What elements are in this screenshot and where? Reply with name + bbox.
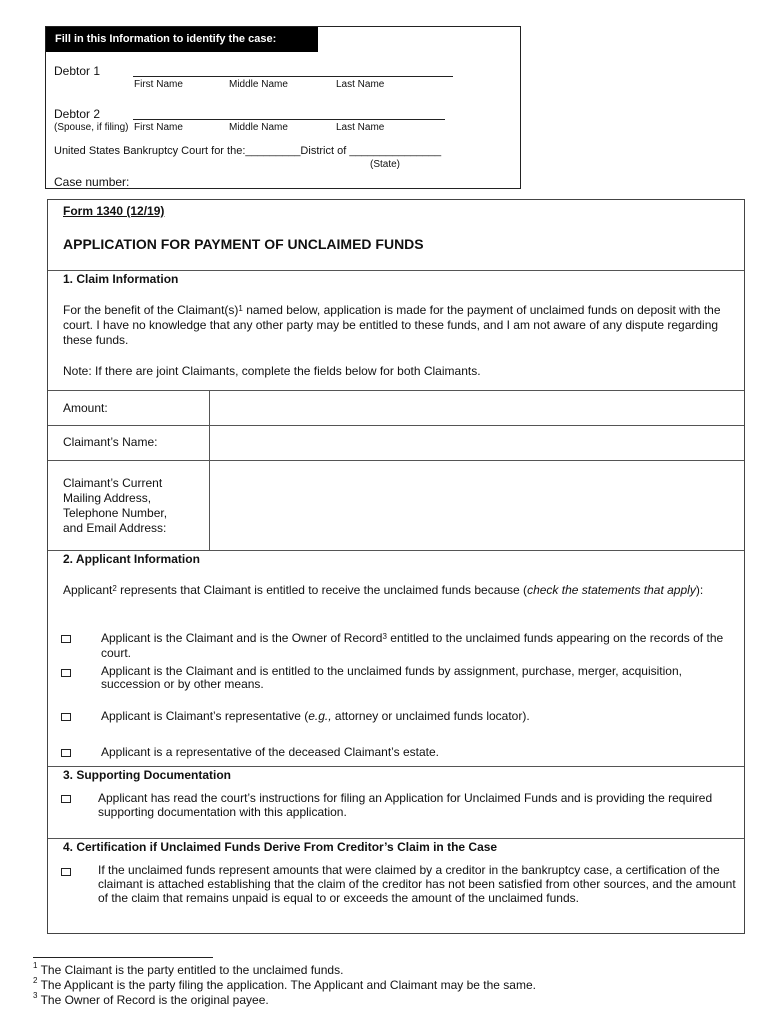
supporting-docs-text: Applicant has read the court’s instructions for filing an Application for Unclaimed Funds and is providing the required supporting documentation with this application. — [98, 791, 713, 819]
amount-label: Amount: — [63, 401, 108, 415]
case-number-label[interactable]: Case number: — [54, 175, 130, 189]
debtor1-first-name-caption: First Name — [134, 79, 183, 90]
debtor1-label: Debtor 1 — [54, 64, 101, 78]
assignment-text: Applicant is the Claimant and is entitled to the unclaimed funds by assignment, purchase, merger, acquisition, succession or by other means. — [101, 664, 682, 691]
form-title: APPLICATION FOR PAYMENT OF UNCLAIMED FUNDS — [63, 236, 424, 252]
debtor1-last-name-caption: Last Name — [336, 79, 385, 90]
spouse-note: (Spouse, if filing) — [54, 122, 129, 133]
footnote-2: $^2$ The Applicant is the party filing the application. The Applicant and Claimant may be the same. — [33, 976, 536, 992]
section2-heading: 2. Applicant Information — [63, 552, 200, 566]
section3-heading: 3. Supporting Documentation — [63, 768, 231, 782]
representative-checkbox[interactable] — [61, 713, 71, 721]
footnote-separator — [33, 957, 213, 958]
debtor2-last-name-caption: Last Name — [336, 122, 385, 133]
creditor-certification-checkbox[interactable] — [61, 868, 71, 876]
section1-heading: 1. Claim Information — [63, 272, 179, 286]
creditor-certification-text: If the unclaimed funds represent amounts that were claimed by a creditor in the bankruptcy case, a certification of the claimant is attached establishing that the claim of the creditor has not been satisfied from other sources, and the amount of the claim that remains unpaid is equal to or exceeds the amount of the unclaimed funds. — [98, 863, 736, 905]
form-number: Form 1340 (12/19) — [63, 204, 165, 218]
debtor2-name-line[interactable] — [133, 119, 445, 120]
debtor1-name-line[interactable] — [133, 76, 453, 77]
application-form — [47, 199, 745, 934]
court-district-label[interactable]: United States Bankruptcy Court for the:_________District of _______________ — [54, 145, 442, 157]
representative-text: Applicant is Claimant’s representative (e.g., attorney or unclaimed funds locator). — [101, 709, 530, 723]
claimant-name-input[interactable] — [210, 426, 744, 460]
divider — [48, 838, 744, 839]
debtor2-first-name-caption: First Name — [134, 122, 183, 133]
claimant-address-input[interactable] — [210, 461, 744, 550]
applicant-intro: Applicant$^2$ represents that Claimant is entitled to receive the unclaimed funds because (check the statements that apply): — [63, 583, 704, 597]
section4-heading: 4. Certification if Unclaimed Funds Derive From Creditor’s Claim in the Case — [63, 840, 498, 854]
amount-input[interactable] — [210, 391, 744, 425]
owner-of-record-text: Applicant is the Claimant and is the Owner of Record$^3$ entitled to the unclaimed funds appearing on the records of the court. — [101, 631, 724, 660]
footnote-1: $^1$ The Claimant is the party entitled to the unclaimed funds. — [33, 961, 344, 977]
debtor2-label: Debtor 2 — [54, 107, 101, 121]
supporting-docs-checkbox[interactable] — [61, 795, 71, 803]
claim-paragraph: For the benefit of the $Claimant(s)^1$ named below, application is made for the payment of unclaimed funds on deposit with the court. I have no knowledge that any other party may be entitled to these funds, and I am not aware of any dispute regarding these funds. — [63, 303, 721, 347]
owner-of-record-checkbox[interactable] — [61, 635, 71, 643]
debtor2-middle-name-caption: Middle Name — [229, 122, 288, 133]
case-info-box — [45, 26, 521, 189]
debtor1-middle-name-caption: Middle Name — [229, 79, 288, 90]
estate-representative-text: Applicant is a representative of the deceased Claimant’s estate. — [101, 745, 439, 759]
claimant-address-label: Claimant’s Current Mailing Address, Telephone Number, and Email Address: — [63, 476, 168, 535]
estate-representative-checkbox[interactable] — [61, 749, 71, 757]
state-caption: (State) — [370, 159, 401, 170]
divider — [48, 550, 744, 551]
claimant-name-label: Claimant’s Name: — [63, 435, 158, 449]
footnote-3: $^3$ The Owner of Record is the original payee. — [33, 991, 269, 1007]
assignment-checkbox[interactable] — [61, 669, 71, 677]
joint-claimants-note: Note: If there are joint Claimants, complete the fields below for both Claimants. — [63, 364, 481, 378]
case-info-header: Fill in this Information to identify the case: — [46, 27, 318, 52]
divider — [48, 270, 744, 271]
divider — [48, 766, 744, 767]
